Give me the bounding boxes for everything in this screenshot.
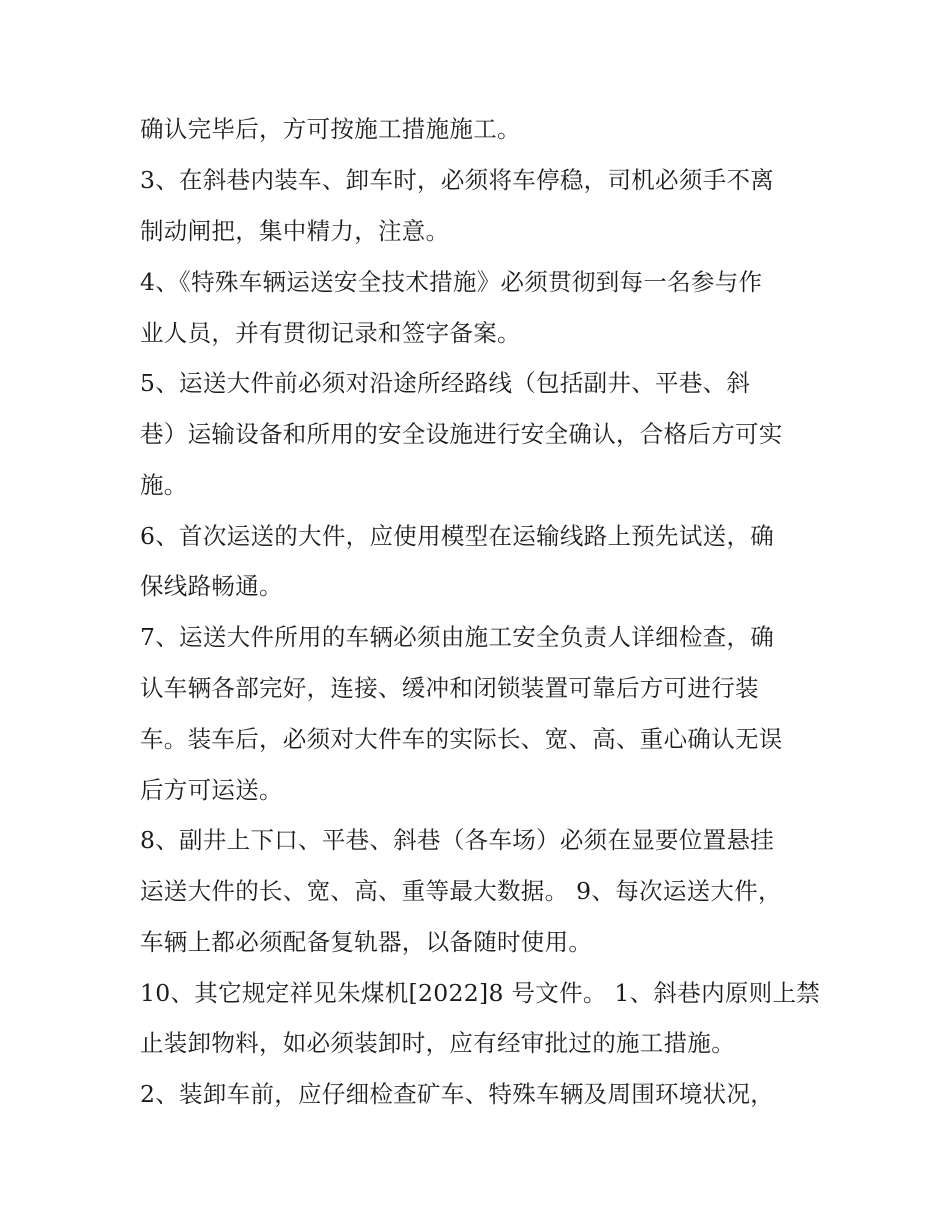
- text-line: 3、在斜巷内装车、卸车时，必须将车停稳，司机必须手不离: [140, 166, 775, 194]
- text-line: 8、副井上下口、平巷、斜巷（各车场）必须在显要位置悬挂: [140, 826, 775, 854]
- text-line: 认车辆各部完好，连接、缓冲和闭锁装置可靠后方可进行装: [140, 674, 759, 702]
- text-line: 止装卸物料，如必须装卸时，应有经审批过的施工措施。: [140, 1029, 735, 1057]
- text-line: 10、其它规定祥见朱煤机[2022]8 号文件。 1、斜巷内原则上禁: [140, 979, 821, 1007]
- text-line: 车辆上都必须配备复轨器，以备随时使用。: [140, 928, 593, 956]
- text-line: 5、运送大件前必须对沿途所经路线（包括副井、平巷、斜: [140, 369, 751, 397]
- text-line: 6、首次运送的大件，应使用模型在运输线路上预先试送，确: [140, 522, 775, 550]
- text-line: 后方可运送。: [140, 776, 283, 804]
- text-line: 运送大件的长、宽、高、重等最大数据。 9、每次运送大件，: [140, 877, 782, 905]
- text-line: 业人员，并有贯彻记录和签字备案。: [140, 319, 521, 347]
- text-line: 施。: [140, 471, 188, 499]
- text-line: 巷）运输设备和所用的安全设施进行安全确认，合格后方可实: [140, 420, 783, 448]
- text-line: 制动闸把，集中精力，注意。: [140, 217, 450, 245]
- text-line: 确认完毕后，方可按施工措施施工。: [140, 115, 521, 143]
- text-line: 2、装卸车前，应仔细检查矿车、特殊车辆及周围环境状况，: [140, 1080, 775, 1108]
- text-line: 4、《特殊车辆运送安全技术措施》必须贯彻到每一名参与作: [140, 268, 763, 296]
- text-line: 车。装车后，必须对大件车的实际长、宽、高、重心确认无误: [140, 725, 783, 753]
- text-line: 7、运送大件所用的车辆必须由施工安全负责人详细检查，确: [140, 623, 775, 651]
- text-line: 保线路畅通。: [140, 572, 283, 600]
